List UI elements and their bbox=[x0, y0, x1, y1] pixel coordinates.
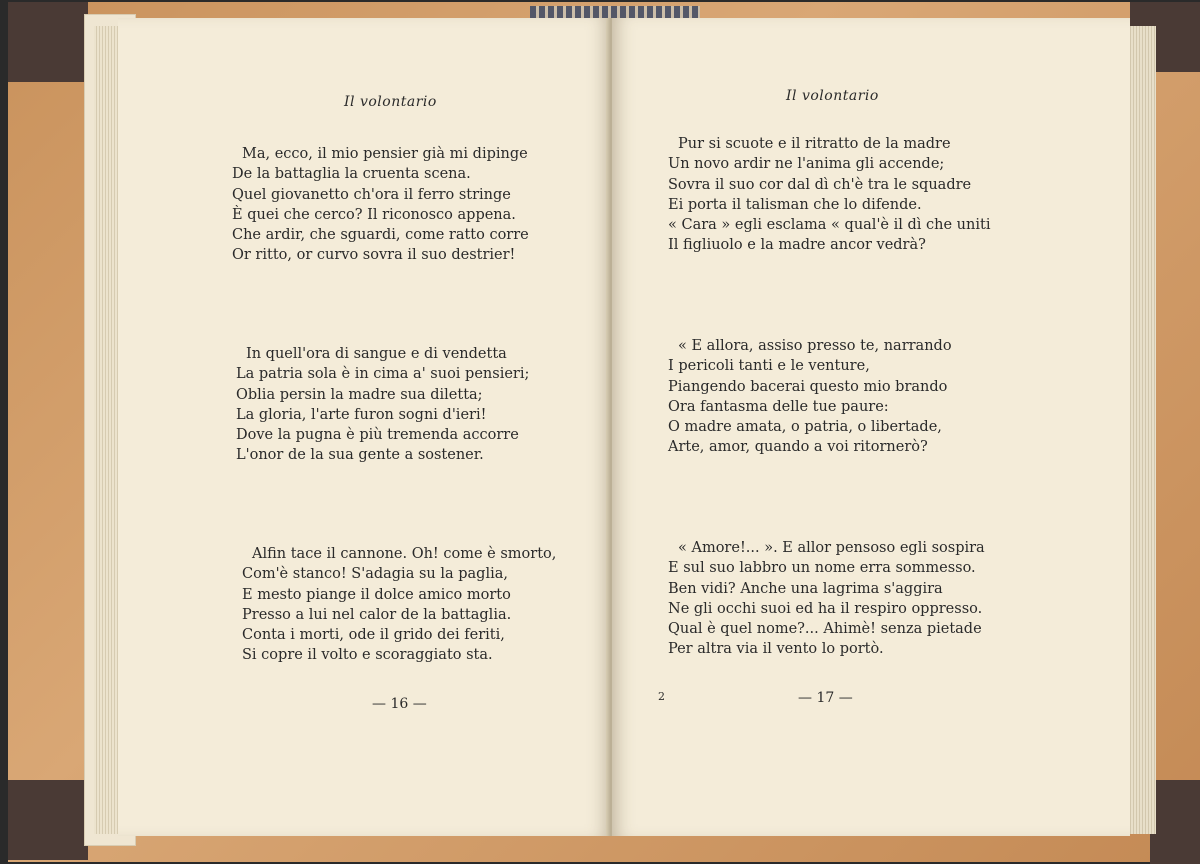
verse-line: Ei porta il talisman che lo difende. bbox=[668, 196, 922, 213]
verse-line: Alfin tace il cannone. Oh! come è smorto, bbox=[252, 546, 557, 562]
verse-line: Sovra il suo cor dal dì ch'è tra le squadre bbox=[668, 176, 972, 193]
verse-line: La patria sola è in cima a' suoi pensieri; bbox=[236, 366, 530, 383]
signature-mark: 2 bbox=[658, 690, 665, 703]
cover-corner-top-left bbox=[8, 2, 88, 82]
verse-line: Pur si scuote e il ritratto de la madre bbox=[678, 136, 951, 152]
verse-line: Ben vidi? Anche una lagrima s'aggira bbox=[668, 580, 943, 597]
left-page bbox=[118, 18, 610, 836]
cover-corner-bottom-right bbox=[1150, 780, 1200, 864]
verse-line: Or ritto, or curvo sovra il suo destrier! bbox=[232, 247, 516, 264]
right-page bbox=[612, 18, 1130, 836]
verse-line: I pericoli tanti e le venture, bbox=[668, 358, 870, 375]
verse-line: Si copre il volto e scoraggiato sta. bbox=[242, 647, 493, 664]
verse-line: Dove la pugna è più tremenda accorre bbox=[236, 427, 519, 444]
left-stanza-1 bbox=[232, 144, 529, 266]
right-stanza-3 bbox=[668, 538, 985, 660]
verse-line: Ora fantasma delle tue paure: bbox=[668, 398, 889, 415]
verse-line: De la battaglia la cruenta scena. bbox=[232, 166, 471, 183]
verse-line: « Amore!... ». E allor pensoso egli sospira bbox=[678, 540, 985, 556]
verse-line: Per altra via il vento lo portò. bbox=[668, 641, 884, 658]
right-page-number: — 17 — bbox=[798, 690, 853, 706]
verse-line: Piangendo bacerai questo mio brando bbox=[668, 378, 948, 395]
right-running-head: Il volontario bbox=[786, 88, 879, 104]
verse-line: Un novo ardir ne l'anima gli accende; bbox=[668, 156, 945, 173]
left-page-edges bbox=[94, 26, 120, 834]
verse-line: Presso a lui nel calor de la battaglia. bbox=[242, 606, 512, 623]
verse-line: Ne gli occhi suoi ed ha il respiro oppresso. bbox=[668, 600, 983, 617]
verse-line: Qual è quel nome?... Ahimè! senza pietade bbox=[668, 621, 982, 638]
verse-line: L'onor de la sua gente a sostener. bbox=[236, 447, 484, 464]
verse-line: « E allora, assiso presso te, narrando bbox=[678, 338, 952, 354]
verse-line: Com'è stanco! S'adagia su la paglia, bbox=[242, 566, 508, 583]
verse-line: « Cara » egli esclama « qual'è il dì che uniti bbox=[668, 217, 991, 234]
verse-line: Conta i morti, ode il grido dei feriti, bbox=[242, 627, 505, 644]
verse-line: Che ardir, che sguardi, come ratto corre bbox=[232, 227, 529, 244]
right-page-edges bbox=[1128, 26, 1156, 834]
verse-line: Arte, amor, quando a voi ritornerò? bbox=[668, 439, 928, 456]
left-stanza-2 bbox=[236, 344, 529, 466]
left-stanza-3 bbox=[242, 544, 556, 666]
verse-line: E sul suo labbro un nome erra sommesso. bbox=[668, 560, 976, 577]
left-page-number: — 16 — bbox=[372, 696, 427, 712]
left-running-head: Il volontario bbox=[344, 94, 437, 110]
verse-line: È quei che cerco? Il riconosco appena. bbox=[232, 206, 516, 223]
cover-corner-bottom-left bbox=[8, 780, 88, 860]
verse-line: Oblia persin la madre sua diletta; bbox=[236, 386, 483, 403]
verse-line: In quell'ora di sangue e di vendetta bbox=[246, 346, 507, 362]
verse-line: Il figliuolo e la madre ancor vedrà? bbox=[668, 237, 926, 254]
verse-line: La gloria, l'arte furon sogni d'ieri! bbox=[236, 406, 487, 423]
verse-line: Ma, ecco, il mio pensier già mi dipinge bbox=[242, 146, 528, 162]
right-stanza-1 bbox=[668, 134, 990, 256]
verse-line: E mesto piange il dolce amico morto bbox=[242, 586, 511, 603]
verse-line: Quel giovanetto ch'ora il ferro stringe bbox=[232, 186, 511, 203]
verse-line: O madre amata, o patria, o libertade, bbox=[668, 419, 942, 436]
right-stanza-2 bbox=[668, 336, 952, 458]
